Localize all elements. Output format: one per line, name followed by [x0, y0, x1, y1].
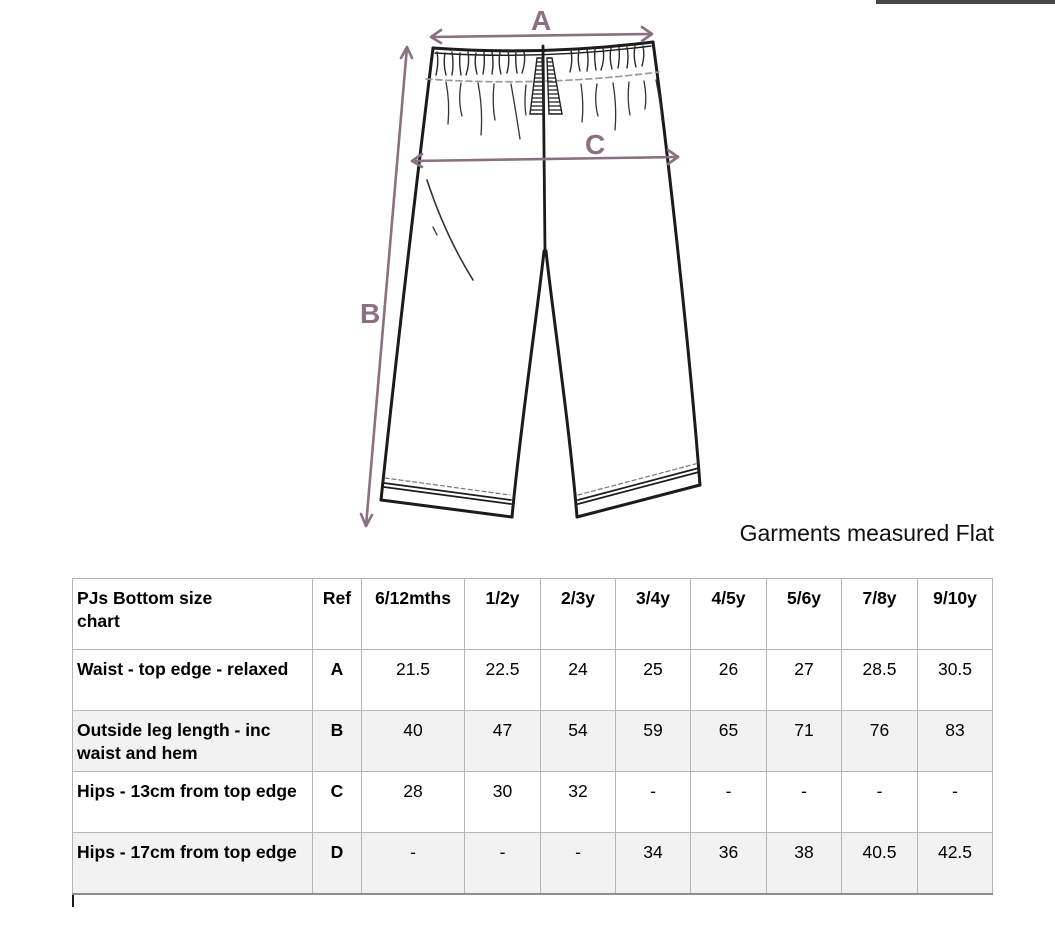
header-cell-size: 5/6y	[767, 579, 842, 650]
value-cell: 65	[691, 711, 767, 772]
value-cell: 24	[541, 650, 616, 711]
header-cell-size: 4/5y	[691, 579, 767, 650]
header-cell-size: 2/3y	[541, 579, 616, 650]
value-cell: 32	[541, 772, 616, 833]
value-cell: -	[541, 833, 616, 895]
value-cell: -	[842, 772, 918, 833]
table-row-hips-17	[73, 833, 993, 895]
table-row-hips-13	[73, 772, 993, 833]
value-cell: 38	[767, 833, 842, 895]
value-cell: -	[465, 833, 541, 895]
value-cell: -	[918, 772, 993, 833]
value-cell: 71	[767, 711, 842, 772]
value-cell: 26	[691, 650, 767, 711]
value-cell: 25	[616, 650, 691, 711]
row-label: Outside leg length - inc waist and hem	[73, 711, 313, 772]
table-row-outside-leg	[73, 711, 993, 772]
value-cell: 42.5	[918, 833, 993, 895]
ref-cell: C	[313, 772, 362, 833]
value-cell: 30.5	[918, 650, 993, 711]
header-cell-size: 9/10y	[918, 579, 993, 650]
measurement-label-b: B	[360, 298, 381, 329]
ref-cell: D	[313, 833, 362, 895]
value-cell: 40	[362, 711, 465, 772]
table-title-text: PJs Bottom size chart	[77, 588, 213, 631]
measured-flat-caption: Garments measured Flat	[739, 520, 994, 546]
size-chart-table-wrap	[72, 578, 993, 895]
value-cell: 34	[616, 833, 691, 895]
value-cell: 54	[541, 711, 616, 772]
value-cell: 30	[465, 772, 541, 833]
drawstring-right	[547, 58, 562, 114]
value-cell: 47	[465, 711, 541, 772]
value-cell: 27	[767, 650, 842, 711]
row-label: Waist - top edge - relaxed	[73, 650, 313, 711]
value-cell: 28.5	[842, 650, 918, 711]
value-cell: -	[616, 772, 691, 833]
size-chart-table	[72, 578, 993, 895]
value-cell: 22.5	[465, 650, 541, 711]
drawstring-left	[530, 58, 544, 114]
value-cell: 83	[918, 711, 993, 772]
row-label: Hips - 17cm from top edge	[73, 833, 313, 895]
value-cell: -	[362, 833, 465, 895]
row-label: Hips - 13cm from top edge	[73, 772, 313, 833]
header-cell-size: 3/4y	[616, 579, 691, 650]
value-cell: 28	[362, 772, 465, 833]
value-cell: 36	[691, 833, 767, 895]
value-cell: 40.5	[842, 833, 918, 895]
table-title	[73, 579, 313, 650]
header-cell-ref: Ref	[313, 579, 362, 650]
header-cell-size: 6/12mths	[362, 579, 465, 650]
header-cell-size: 7/8y	[842, 579, 918, 650]
table-header-row	[73, 579, 993, 650]
table-row-waist	[73, 650, 993, 711]
header-cell-size: 1/2y	[465, 579, 541, 650]
value-cell: -	[691, 772, 767, 833]
measurement-label-c: C	[585, 129, 606, 160]
drawstring-ties	[530, 58, 562, 114]
ref-cell: A	[313, 650, 362, 711]
value-cell: 59	[616, 711, 691, 772]
ref-cell: B	[313, 711, 362, 772]
value-cell: 76	[842, 711, 918, 772]
measurement-label-a: A	[531, 5, 552, 36]
value-cell: -	[767, 772, 842, 833]
value-cell: 21.5	[362, 650, 465, 711]
